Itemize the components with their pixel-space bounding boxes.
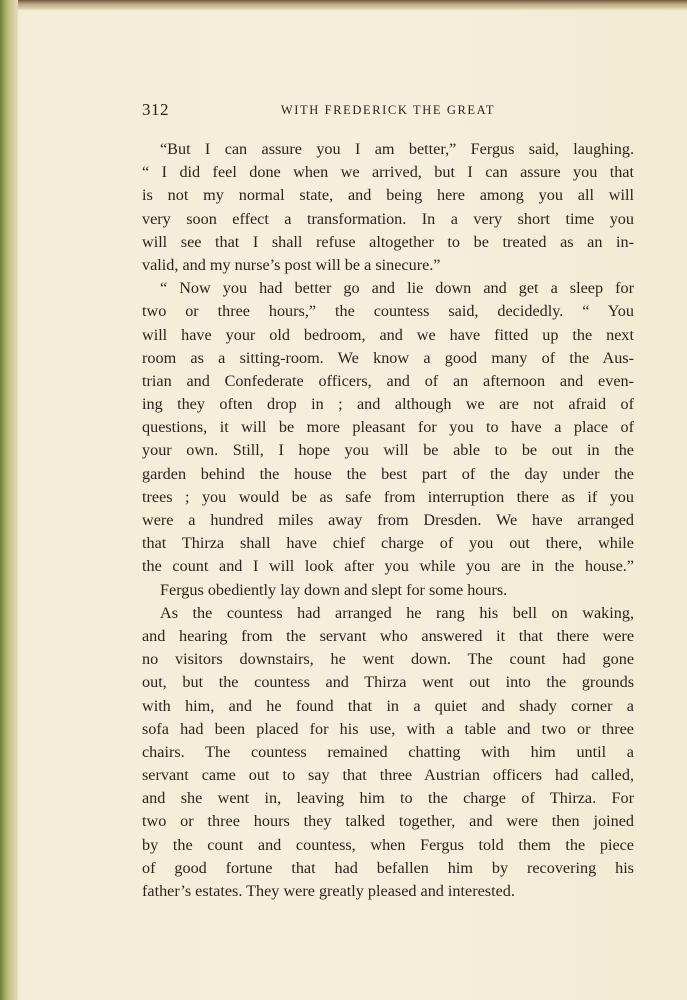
text-line: father’s estates. They were greatly pleased and interested. [142,882,515,900]
text-line: trian and Confederate officers, and of an afternoon and even- [142,371,634,390]
text-line: by the count and countess, when Fergus told them the piece [142,835,634,854]
text-line: sofa had been placed for his use, with a table and two or three [142,719,634,738]
text-line: “ I did feel done when we arrived, but I can assure you that [142,163,634,182]
text-line: “But I can assure you I am better,” Fergus said, laughing. [160,140,634,158]
text-line: very soon effect a transformation. In a very short time you [142,209,634,228]
text-line: out, but the countess and Thirza went out into the grounds [142,673,634,692]
page-top-edge [0,0,687,10]
text-line: servant came out to say that three Austrian officers had called, [142,766,634,785]
body-text [142,138,634,903]
text-line: two or three hours,” the countess said, decidedly. “ You [142,302,634,321]
running-head: WITH FREDERICK THE GREAT [280,103,496,117]
page-header [142,100,634,122]
text-line: ing they often drop in ; and although we are not afraid of [142,395,634,414]
text-line: trees ; you would be as safe from interruption there as if you [142,487,634,506]
text-line: will see that I shall refuse altogether to be treated as an in- [142,232,634,251]
book-binding-edge [0,0,18,1000]
text-line: chairs. The countess remained chatting with him until a [142,742,634,761]
text-line: will have your old bedroom, and we have fitted up the next [142,325,634,344]
text-line: no visitors downstairs, he went down. The count had gone [142,650,634,669]
text-line: that Thirza shall have chief charge of you out there, while [142,534,634,553]
text-line: “ Now you had better go and lie down and get a sleep for [160,279,634,298]
text-line: of good fortune that had befallen him by recovering his [142,858,634,877]
text-line: and hearing from the servant who answered it that there were [142,626,634,645]
text-line: As the countess had arranged he rang his bell on waking, [160,603,634,622]
text-line: garden behind the house the best part of the day under the [142,464,634,483]
text-line: questions, it will be more pleasant for you to have a place of [142,418,634,437]
text-line: with him, and he found that in a quiet and shady corner a [142,696,634,715]
text-line: and she went in, leaving him to the charge of Thirza. For [142,789,634,808]
text-line: your own. Still, I hope you will be able to be out in the [142,441,634,460]
text-line: the count and I will look after you while you are in the house.” [142,557,634,576]
text-line: is not my normal state, and being here among you all will [142,186,634,205]
text-line: were a hundred miles away from Dresden. We have arranged [142,511,634,529]
text-line: room as a sitting-room. We know a good many of the Aus- [142,348,634,367]
text-line: two or three hours they talked together, and were then joined [142,812,634,831]
page-number: 312 [142,100,169,119]
text-line: Fergus obediently lay down and slept for some hours. [160,580,508,599]
text-line: valid, and my nurse’s post will be a sinecure.” [142,255,441,274]
